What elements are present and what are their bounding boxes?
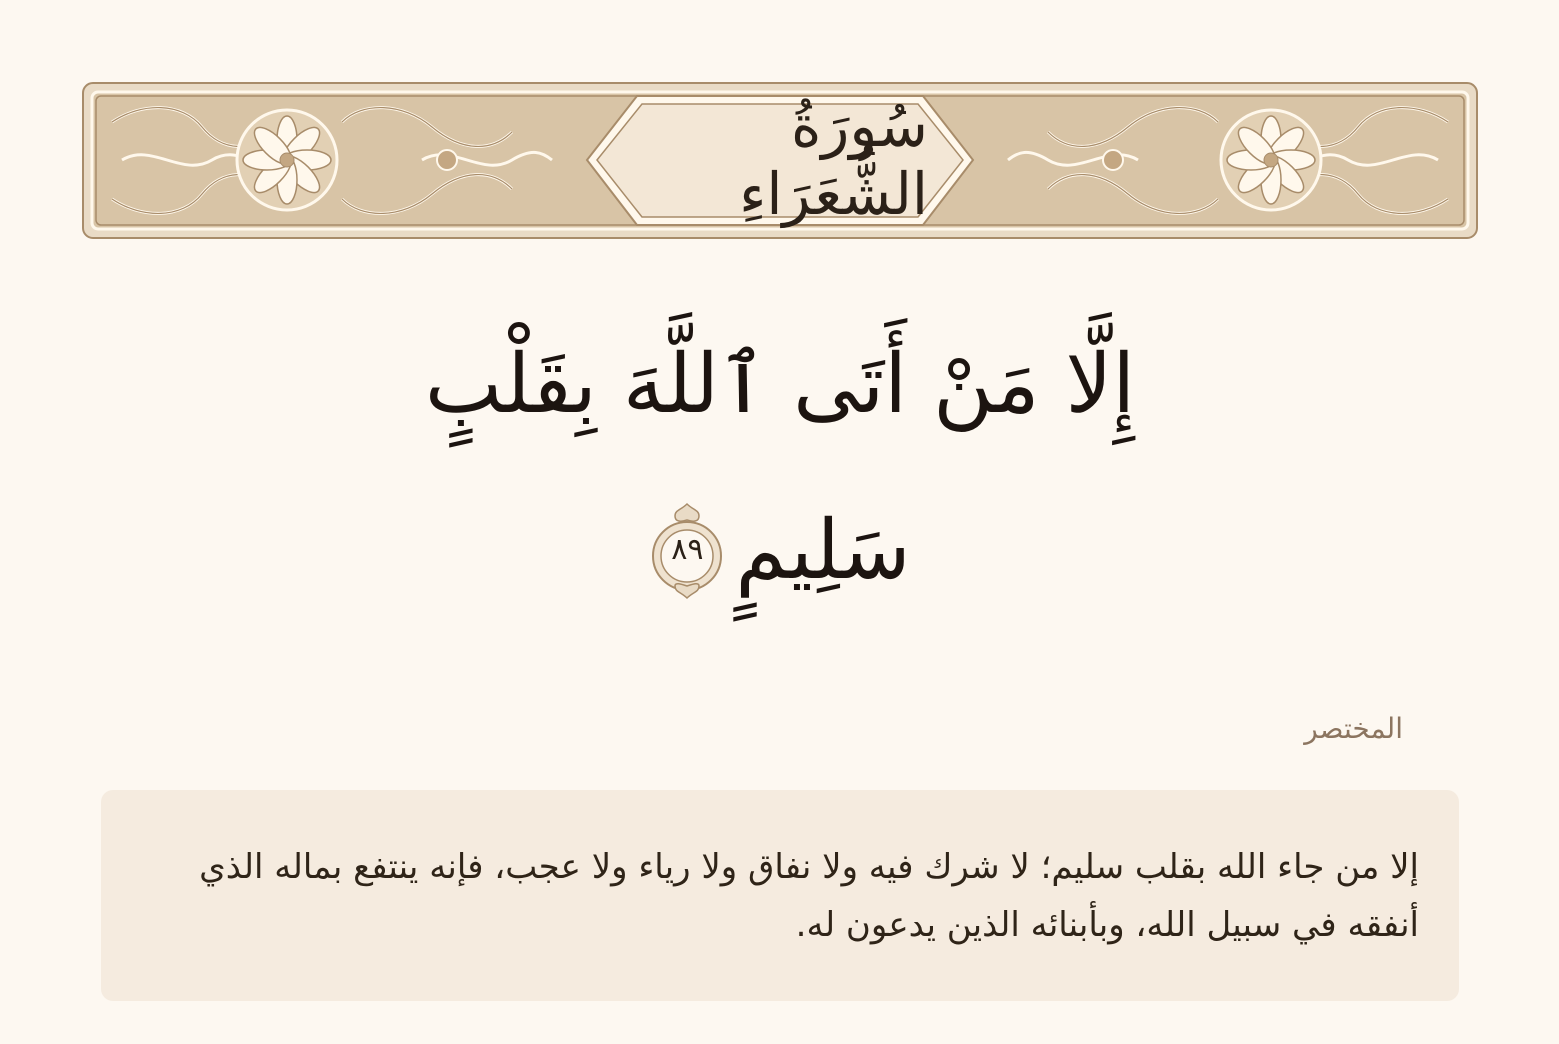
verse-text-line-2-row — [300, 486, 1260, 616]
tafsir-text: إلا من جاء الله بقلب سليم؛ لا شرك فيه ولا نفاق ولا رياء ولا عجب، فإنه ينتفع بماله الذي أنفقه في سبيل الله، وبأبنائه الذين يدعون له. — [199, 847, 1419, 945]
verse-text-line-1: إِلَّا مَنْ أَتَى ٱللَّهَ بِقَلْبٍ — [424, 337, 1136, 432]
right-rosette-icon — [1221, 110, 1321, 210]
surah-title: سُورَةُ الشُّعَرَاءِ — [739, 92, 928, 228]
surah-header-banner — [82, 82, 1478, 239]
tafsir-panel — [101, 790, 1459, 1001]
ayah-number: ٨٩ — [671, 532, 704, 567]
ayah-end-ornament-icon — [649, 502, 725, 600]
left-rosette-icon — [237, 110, 337, 210]
tafsir-source-label: المختصر — [1304, 712, 1403, 745]
verse-text-line-2: سَلِيمٍ — [735, 503, 911, 598]
